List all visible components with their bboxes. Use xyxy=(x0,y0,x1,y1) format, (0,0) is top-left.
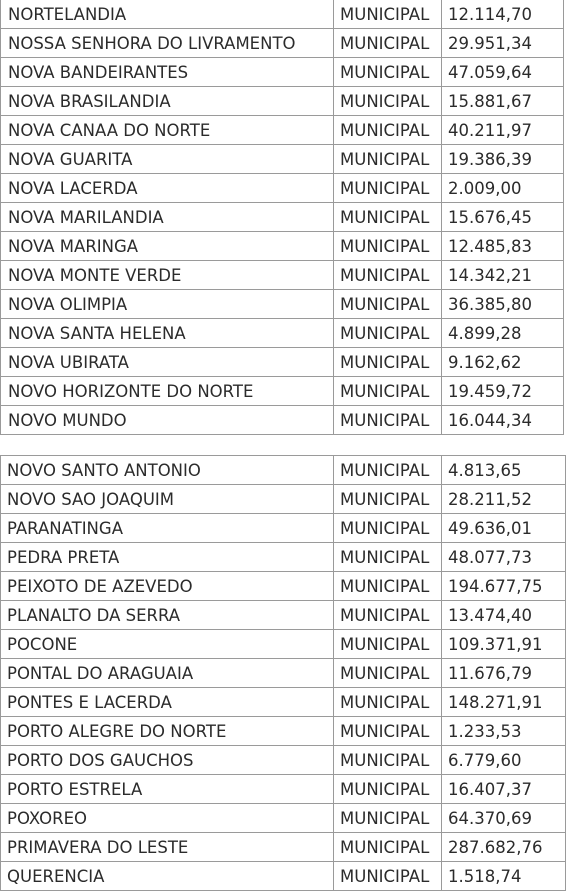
municipality-name-cell: NOVO HORIZONTE DO NORTE xyxy=(1,377,334,406)
municipality-name-cell: PONTES E LACERDA xyxy=(1,688,334,717)
sphere-cell: MUNICIPAL xyxy=(334,145,442,174)
value-cell: 16.044,34 xyxy=(442,406,564,435)
sphere-cell: MUNICIPAL xyxy=(334,485,442,514)
sphere-cell: MUNICIPAL xyxy=(334,174,442,203)
table-row xyxy=(1,630,566,659)
table-row xyxy=(1,145,564,174)
value-cell: 49.636,01 xyxy=(442,514,566,543)
sphere-cell: MUNICIPAL xyxy=(334,377,442,406)
table-row xyxy=(1,58,564,87)
value-cell: 48.077,73 xyxy=(442,543,566,572)
table-row xyxy=(1,688,566,717)
municipality-name-cell: PARANATINGA xyxy=(1,514,334,543)
table-row xyxy=(1,348,564,377)
municipality-name-cell: NOSSA SENHORA DO LIVRAMENTO xyxy=(1,29,334,58)
value-cell: 6.779,60 xyxy=(442,746,566,775)
table-row xyxy=(1,572,566,601)
municipality-name-cell: PEIXOTO DE AZEVEDO xyxy=(1,572,334,601)
municipality-name-cell: NOVA MARILANDIA xyxy=(1,203,334,232)
sphere-cell: MUNICIPAL xyxy=(334,290,442,319)
value-cell: 1.233,53 xyxy=(442,717,566,746)
value-cell: 16.407,37 xyxy=(442,775,566,804)
sphere-cell: MUNICIPAL xyxy=(334,775,442,804)
value-cell: 19.386,39 xyxy=(442,145,564,174)
municipality-name-cell: NOVA UBIRATA xyxy=(1,348,334,377)
sphere-cell: MUNICIPAL xyxy=(334,261,442,290)
table-row xyxy=(1,833,566,862)
table-row xyxy=(1,659,566,688)
table-row xyxy=(1,0,564,29)
value-cell: 11.676,79 xyxy=(442,659,566,688)
sphere-cell: MUNICIPAL xyxy=(334,746,442,775)
municipality-name-cell: NOVO SAO JOAQUIM xyxy=(1,485,334,514)
table-row xyxy=(1,87,564,116)
value-cell: 109.371,91 xyxy=(442,630,566,659)
municipality-name-cell: NOVA LACERDA xyxy=(1,174,334,203)
municipality-name-cell: PORTO ALEGRE DO NORTE xyxy=(1,717,334,746)
municipality-name-cell: NORTELANDIA xyxy=(1,0,334,29)
municipality-name-cell: NOVA MONTE VERDE xyxy=(1,261,334,290)
sphere-cell: MUNICIPAL xyxy=(334,406,442,435)
table-row xyxy=(1,485,566,514)
table-row xyxy=(1,543,566,572)
table-row xyxy=(1,746,566,775)
value-cell: 13.474,40 xyxy=(442,601,566,630)
sphere-cell: MUNICIPAL xyxy=(334,456,442,485)
municipality-name-cell: POXOREO xyxy=(1,804,334,833)
value-cell: 28.211,52 xyxy=(442,485,566,514)
sphere-cell: MUNICIPAL xyxy=(334,659,442,688)
municipality-name-cell: QUERENCIA xyxy=(1,862,334,891)
sphere-cell: MUNICIPAL xyxy=(334,717,442,746)
value-cell: 148.271,91 xyxy=(442,688,566,717)
municipality-name-cell: NOVA OLIMPIA xyxy=(1,290,334,319)
table-body xyxy=(1,0,564,435)
sphere-cell: MUNICIPAL xyxy=(334,833,442,862)
sphere-cell: MUNICIPAL xyxy=(334,29,442,58)
table-row xyxy=(1,261,564,290)
municipality-name-cell: PEDRA PRETA xyxy=(1,543,334,572)
municipality-name-cell: PLANALTO DA SERRA xyxy=(1,601,334,630)
sphere-cell: MUNICIPAL xyxy=(334,203,442,232)
sphere-cell: MUNICIPAL xyxy=(334,232,442,261)
value-cell: 12.485,83 xyxy=(442,232,564,261)
sphere-cell: MUNICIPAL xyxy=(334,0,442,29)
table-row xyxy=(1,116,564,145)
sphere-cell: MUNICIPAL xyxy=(334,543,442,572)
value-cell: 15.676,45 xyxy=(442,203,564,232)
table-row xyxy=(1,29,564,58)
municipality-name-cell: PORTO DOS GAUCHOS xyxy=(1,746,334,775)
municipality-table-2 xyxy=(0,455,566,891)
municipality-name-cell: NOVA GUARITA xyxy=(1,145,334,174)
municipality-name-cell: NOVO SANTO ANTONIO xyxy=(1,456,334,485)
municipality-name-cell: NOVA MARINGA xyxy=(1,232,334,261)
municipality-name-cell: NOVA SANTA HELENA xyxy=(1,319,334,348)
sphere-cell: MUNICIPAL xyxy=(334,58,442,87)
value-cell: 29.951,34 xyxy=(442,29,564,58)
municipality-name-cell: NOVA CANAA DO NORTE xyxy=(1,116,334,145)
municipality-name-cell: POCONE xyxy=(1,630,334,659)
sphere-cell: MUNICIPAL xyxy=(334,630,442,659)
municipality-name-cell: NOVA BANDEIRANTES xyxy=(1,58,334,87)
table-row xyxy=(1,203,564,232)
table-row xyxy=(1,174,564,203)
municipality-name-cell: PONTAL DO ARAGUAIA xyxy=(1,659,334,688)
sphere-cell: MUNICIPAL xyxy=(334,116,442,145)
value-cell: 19.459,72 xyxy=(442,377,564,406)
municipality-name-cell: NOVO MUNDO xyxy=(1,406,334,435)
value-cell: 9.162,62 xyxy=(442,348,564,377)
table-row xyxy=(1,377,564,406)
table-row xyxy=(1,514,566,543)
table-row xyxy=(1,232,564,261)
table-row xyxy=(1,804,566,833)
table-body xyxy=(1,456,566,891)
sphere-cell: MUNICIPAL xyxy=(334,572,442,601)
sphere-cell: MUNICIPAL xyxy=(334,601,442,630)
table-row xyxy=(1,601,566,630)
table-row xyxy=(1,456,566,485)
municipality-name-cell: PRIMAVERA DO LESTE xyxy=(1,833,334,862)
value-cell: 15.881,67 xyxy=(442,87,564,116)
value-cell: 2.009,00 xyxy=(442,174,564,203)
municipality-table-1 xyxy=(0,0,564,435)
value-cell: 4.899,28 xyxy=(442,319,564,348)
municipality-name-cell: PORTO ESTRELA xyxy=(1,775,334,804)
value-cell: 1.518,74 xyxy=(442,862,566,891)
table-row xyxy=(1,319,564,348)
value-cell: 194.677,75 xyxy=(442,572,566,601)
table-row xyxy=(1,717,566,746)
value-cell: 287.682,76 xyxy=(442,833,566,862)
sphere-cell: MUNICIPAL xyxy=(334,319,442,348)
value-cell: 14.342,21 xyxy=(442,261,564,290)
table-row xyxy=(1,290,564,319)
sphere-cell: MUNICIPAL xyxy=(334,87,442,116)
municipality-name-cell: NOVA BRASILANDIA xyxy=(1,87,334,116)
table-row xyxy=(1,775,566,804)
sphere-cell: MUNICIPAL xyxy=(334,514,442,543)
value-cell: 64.370,69 xyxy=(442,804,566,833)
value-cell: 36.385,80 xyxy=(442,290,564,319)
sphere-cell: MUNICIPAL xyxy=(334,804,442,833)
value-cell: 4.813,65 xyxy=(442,456,566,485)
table-row xyxy=(1,862,566,891)
value-cell: 40.211,97 xyxy=(442,116,564,145)
sphere-cell: MUNICIPAL xyxy=(334,688,442,717)
sphere-cell: MUNICIPAL xyxy=(334,862,442,891)
value-cell: 12.114,70 xyxy=(442,0,564,29)
table-row xyxy=(1,406,564,435)
sphere-cell: MUNICIPAL xyxy=(334,348,442,377)
value-cell: 47.059,64 xyxy=(442,58,564,87)
